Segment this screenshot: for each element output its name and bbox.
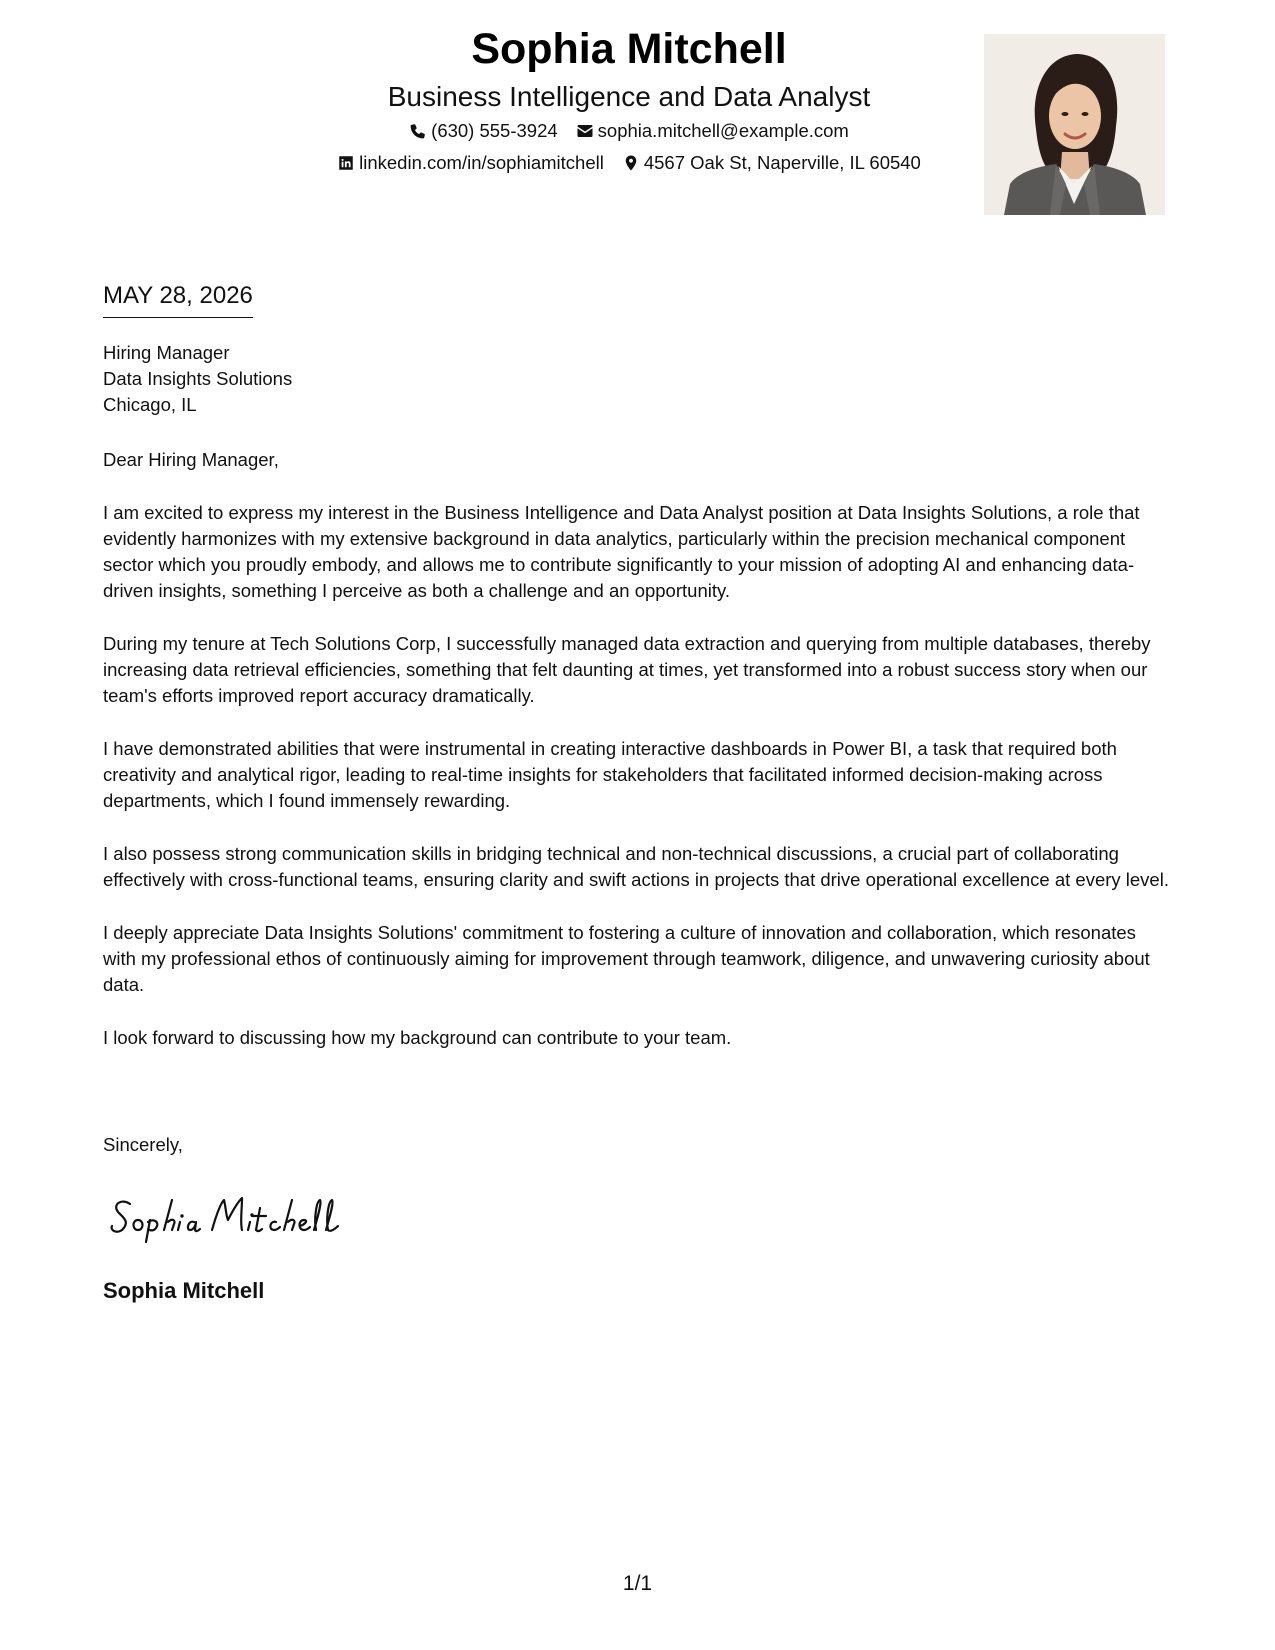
header-info	[238, 18, 1020, 174]
portrait-image	[984, 34, 1165, 215]
linkedin-icon	[337, 154, 355, 172]
signer-name: Sophia Mitchell	[103, 1278, 265, 1303]
paragraph: I look forward to discussing how my background can contribute to your team.	[103, 1027, 732, 1048]
contact-linkedin[interactable]	[337, 152, 604, 174]
closing: Sincerely,	[103, 1134, 183, 1155]
page-number: 1/1	[622, 1572, 653, 1595]
applicant-title: Business Intelligence and Data Analyst	[387, 81, 871, 112]
map-marker-icon	[622, 154, 640, 172]
paragraph: I have demonstrated abilities that were instrumental in creating interactive dashboards in Power BI, a task that required both creativity and analytical rigor, leading to real-time insights for stakeholders that facilitated informed decision-making across departments, which I found immensely rewarding.	[103, 738, 1117, 811]
email-text[interactable]: sophia.mitchell@example.com	[597, 120, 849, 141]
recipient-block	[103, 340, 292, 418]
paragraph: I am excited to express my interest in the Business Intelligence and Data Analyst position at Data Insights Solutions, a role that evidently harmonizes with my extensive background in data analytics, particularly within the precision mechanical component sector which you proudly embody, and allows me to contribute significantly to your mission of adopting AI and enhancing data-driven insights, something I perceive as both a challenge and an opportunity.	[103, 502, 1140, 601]
contact-row-secondary	[238, 152, 1020, 174]
paragraph: I deeply appreciate Data Insights Solutions' commitment to fostering a culture of innovation and collaboration, which resonates with my professional ethos of continuously aiming for improvement through teamwork, diligence, and unwavering curiosity about data.	[103, 922, 1150, 995]
contact-row-primary	[238, 120, 1020, 142]
recipient-location: Chicago, IL	[103, 394, 197, 415]
contact-email[interactable]	[576, 120, 849, 142]
address-text: 4567 Oak St, Naperville, IL 60540	[643, 152, 921, 173]
contact-phone	[409, 120, 558, 142]
linkedin-text[interactable]: linkedin.com/in/sophiamitchell	[359, 152, 604, 173]
profile-photo	[984, 34, 1165, 215]
recipient-title: Hiring Manager	[103, 342, 230, 363]
letter-body	[103, 447, 1173, 1078]
letter-header	[0, 18, 1275, 218]
handwritten-signature	[108, 1186, 358, 1246]
phone-text: (630) 555-3924	[431, 120, 558, 141]
paragraph: During my tenure at Tech Solutions Corp, I successfully managed data extraction and querying from multiple databases, thereby increasing data retrieval efficiencies, something that felt daunting at times, yet transformed into a robust success story when our team's efforts improved report accuracy dramatically.	[103, 633, 1151, 706]
letter-date: MAY 28, 2026	[103, 280, 253, 318]
applicant-name: Sophia Mitchell	[471, 25, 787, 73]
signature-image	[108, 1186, 358, 1246]
paragraph: I also possess strong communication skills in bridging technical and non-technical discussions, a crucial part of collaborating effectively with cross-functional teams, ensuring clarity and swift actions in projects that drive operational excellence at every level.	[103, 843, 1169, 890]
recipient-company: Data Insights Solutions	[103, 368, 293, 389]
contact-address	[622, 152, 921, 174]
envelope-icon	[576, 122, 594, 140]
salutation: Dear Hiring Manager,	[103, 449, 279, 470]
phone-icon	[409, 122, 427, 140]
